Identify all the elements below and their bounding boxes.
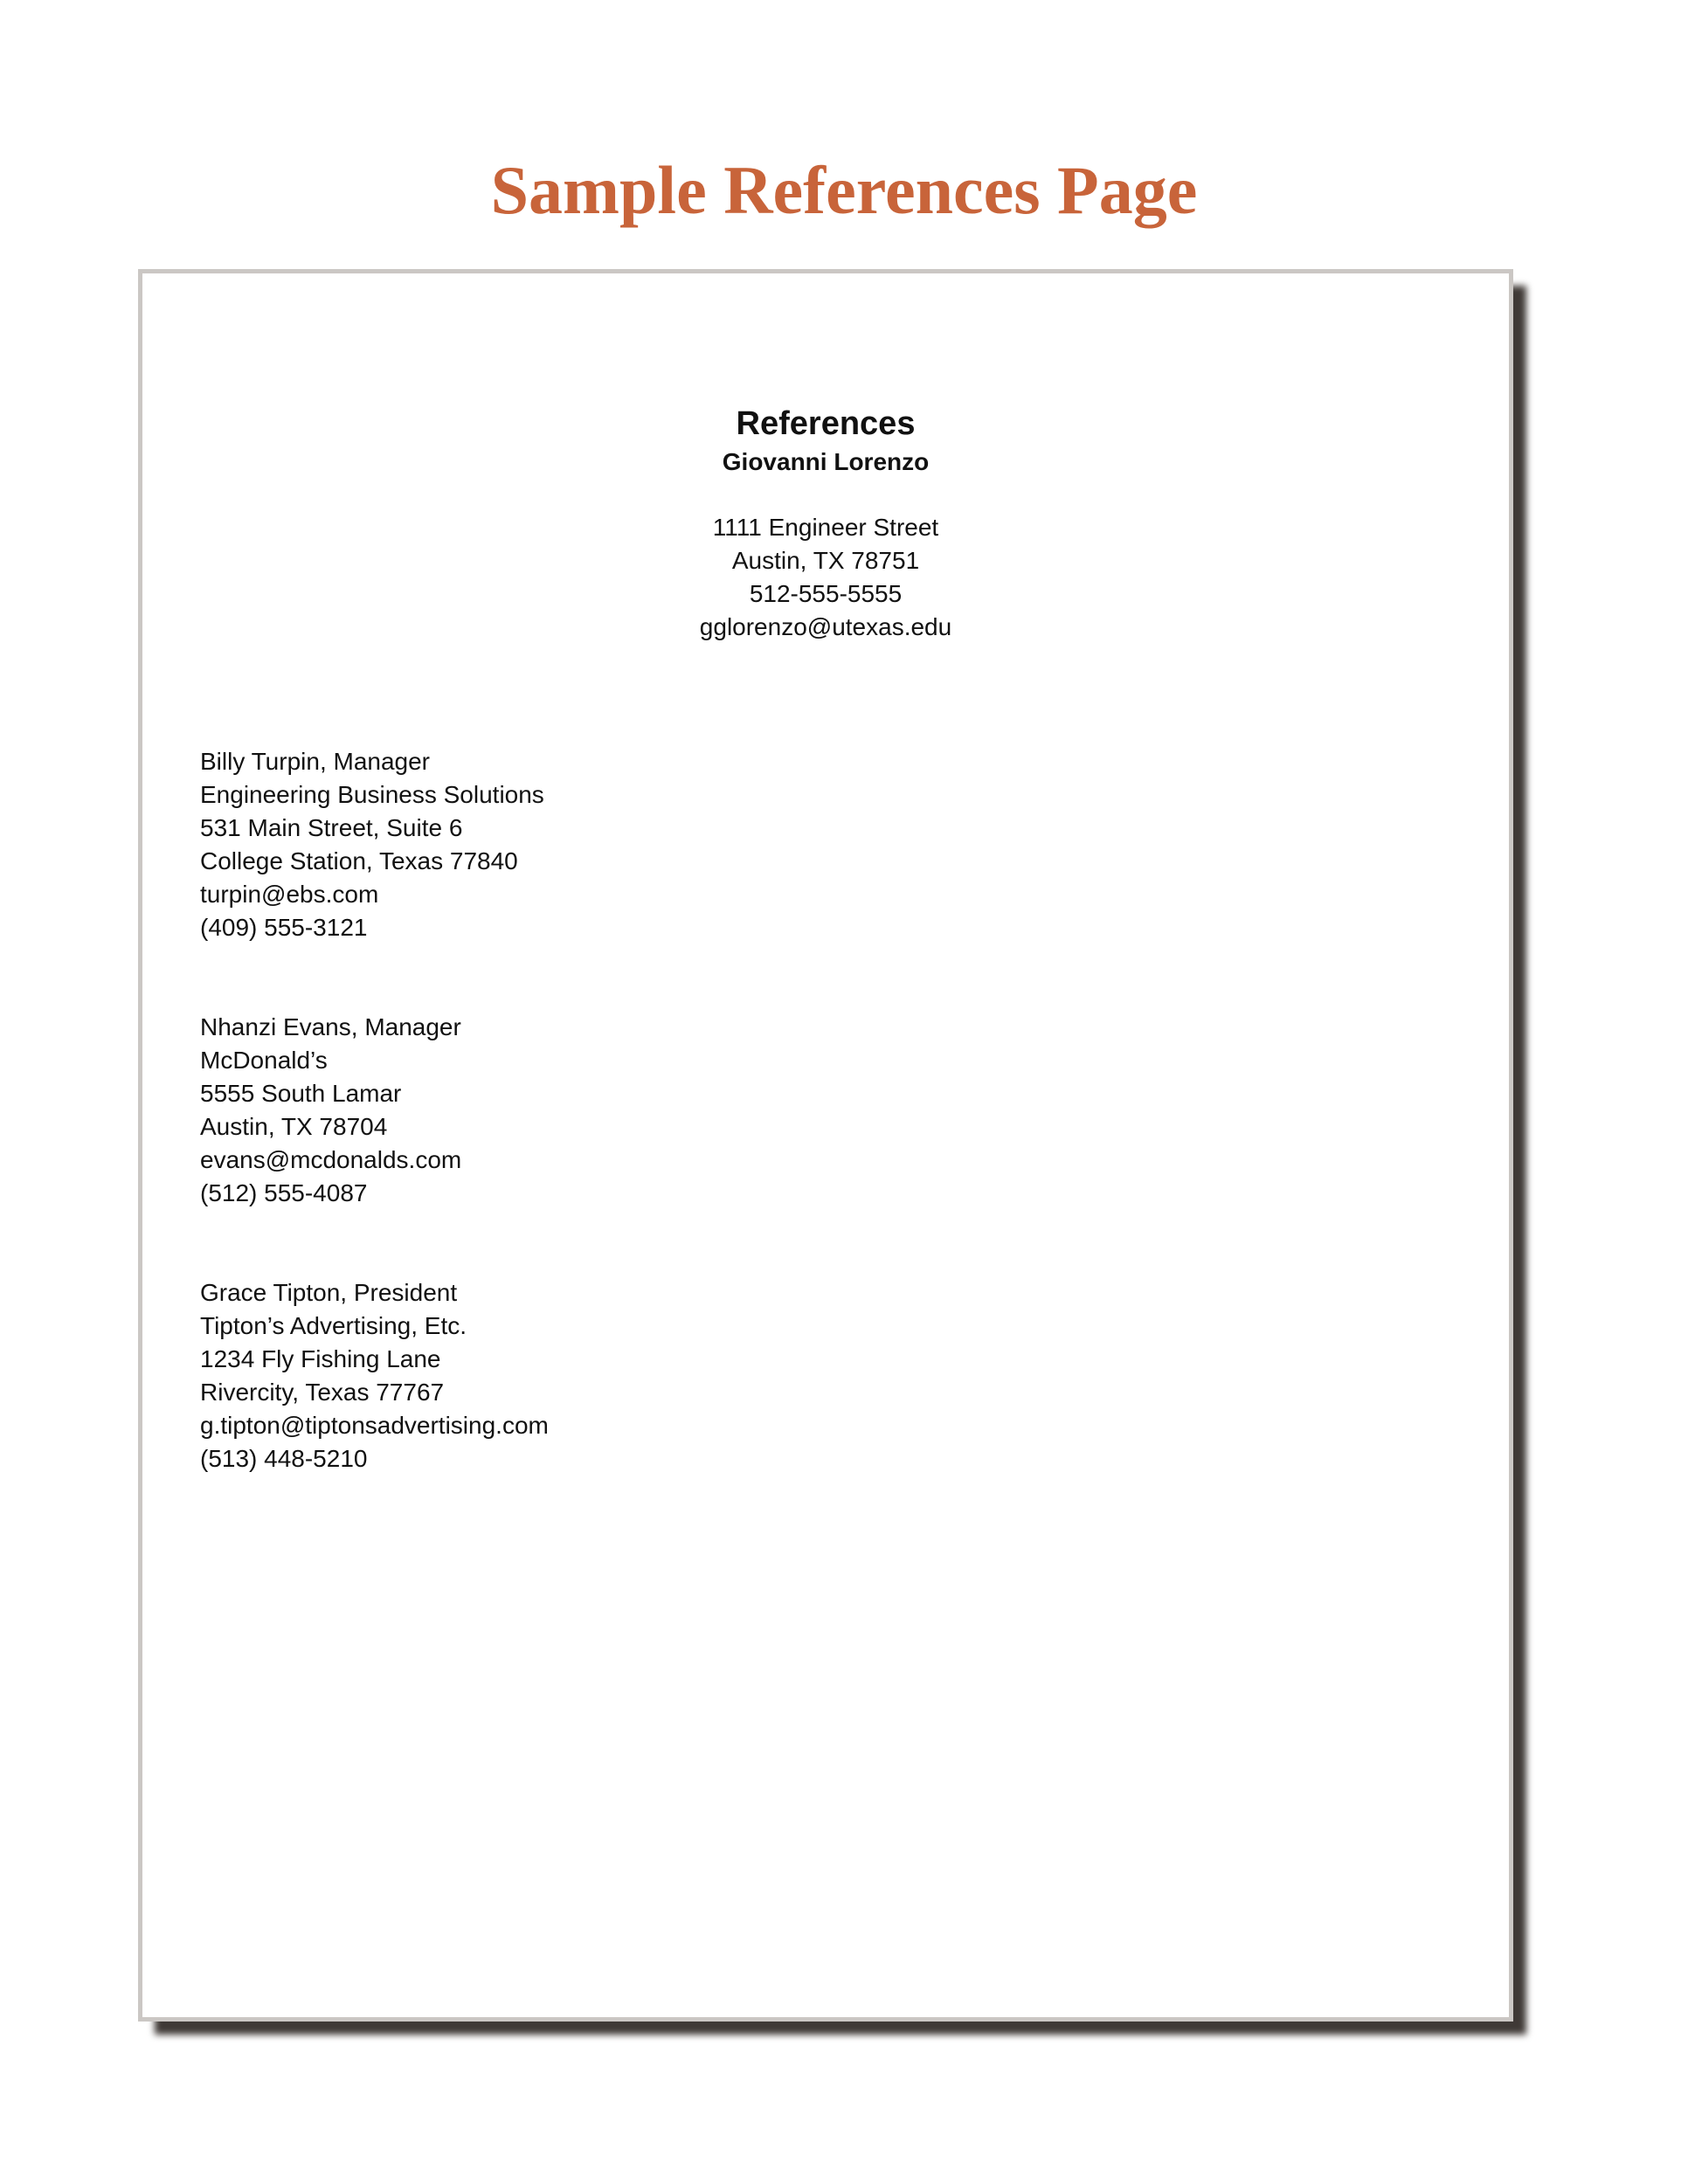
document-heading: References <box>736 405 916 442</box>
reference-street: 5555 South Lamar <box>200 1080 402 1107</box>
reference-list <box>200 745 549 1542</box>
reference-entry <box>200 1276 549 1476</box>
document-header <box>142 403 1509 644</box>
reference-street: 1234 Fly Fishing Lane <box>200 1345 441 1372</box>
reference-organization: McDonald’s <box>200 1047 328 1074</box>
reference-organization: Engineering Business Solutions <box>200 781 544 808</box>
reference-name-title: Grace Tipton, President <box>200 1279 458 1306</box>
applicant-contact <box>142 511 1509 644</box>
reference-phone: (512) 555-4087 <box>200 1179 368 1206</box>
document-sheet <box>138 269 1513 2022</box>
reference-entry <box>200 1011 549 1210</box>
reference-street: 531 Main Street, Suite 6 <box>200 814 463 841</box>
reference-name-title: Nhanzi Evans, Manager <box>200 1013 461 1040</box>
applicant-city: Austin, TX 78751 <box>731 547 920 574</box>
reference-phone: (409) 555-3121 <box>200 914 368 941</box>
reference-email: evans@mcdonalds.com <box>200 1146 462 1173</box>
reference-email: g.tipton@tiptonsadvertising.com <box>200 1412 549 1439</box>
reference-entry <box>200 745 549 944</box>
reference-city: College Station, Texas 77840 <box>200 847 518 874</box>
page-title: Sample References Page <box>490 152 1198 228</box>
reference-city: Rivercity, Texas 77767 <box>200 1379 445 1406</box>
applicant-name: Giovanni Lorenzo <box>722 448 930 475</box>
applicant-street: 1111 Engineer Street <box>712 514 939 541</box>
reference-phone: (513) 448-5210 <box>200 1445 368 1472</box>
reference-city: Austin, TX 78704 <box>200 1113 388 1140</box>
applicant-email: gglorenzo@utexas.edu <box>699 613 952 640</box>
reference-email: turpin@ebs.com <box>200 881 379 908</box>
reference-organization: Tipton’s Advertising, Etc. <box>200 1312 467 1339</box>
reference-name-title: Billy Turpin, Manager <box>200 748 431 775</box>
applicant-phone: 512-555-5555 <box>749 580 903 607</box>
